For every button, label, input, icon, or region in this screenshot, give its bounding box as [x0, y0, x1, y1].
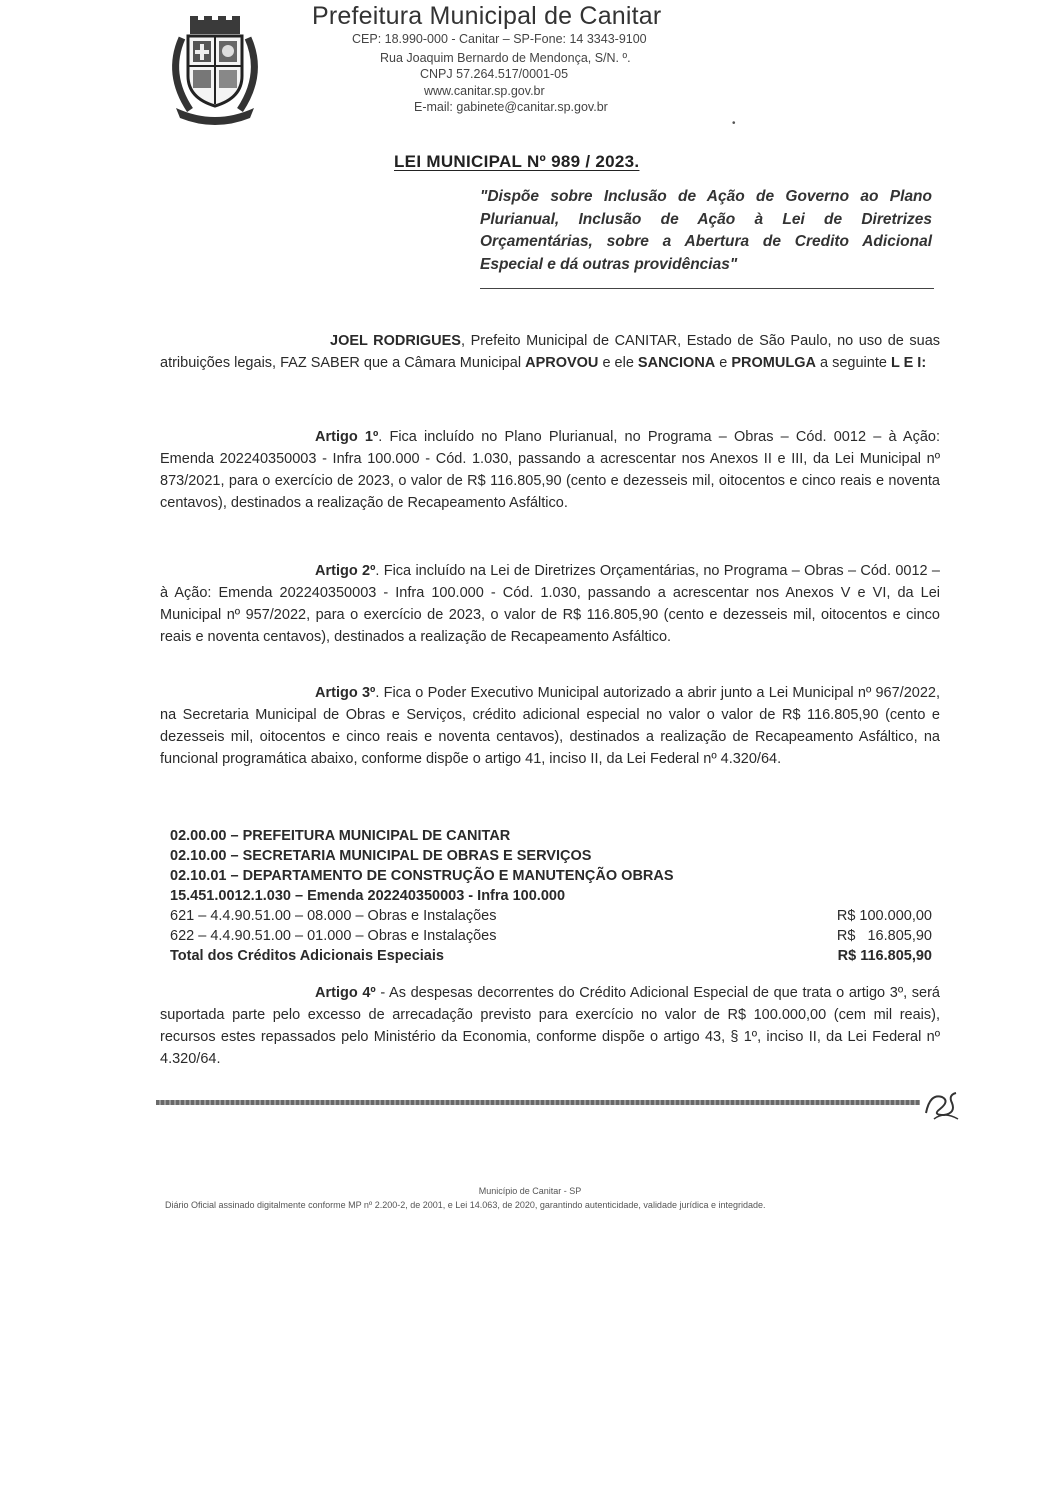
budget-functional-line: 15.451.0012.1.030 – Emenda 202240350003 - Infra 100.000 [170, 888, 566, 904]
scan-mark: • [732, 118, 736, 129]
budget-value-622: R$ 16.805,90 [836, 928, 932, 944]
intro-text-1: , Prefeito Municipal de CANITAR, Estado de São Paulo, no uso de suas atribuições legais, FAZ SABER que a Câmara Municipal [160, 333, 941, 371]
intro-text-3: e [715, 355, 732, 371]
budget-row [170, 826, 932, 846]
article-1-text: . Fica incluído no Plano Plurianual, no Programa – Obras – Cód. 0012 – à Ação: Emenda 202240350003 - Infra 100.000 - Cód. 1.030, passando a acrescentar nos Anexos II e III, da Lei Municipal nº 873/2021, para o exercício de 2023, o valor de R$ 116.805,90 (cento e dezesseis mil, oitocentos e cinco reais e noventa centavos), destinados a realização de Recapeamento Asfáltico. [160, 429, 940, 511]
intro-paragraph [160, 330, 940, 374]
crest-ribbon-label: CANITAR [198, 111, 224, 117]
intro-lei: L E I: [890, 355, 927, 371]
budget-total-row [170, 946, 932, 966]
budget-row [170, 866, 932, 886]
budget-total-label: Total dos Créditos Adicionais Especiais [170, 948, 444, 964]
intro-aprovou: APROVOU [525, 355, 599, 371]
budget-value-621: R$ 100.000,00 [836, 908, 932, 924]
budget-total-value: R$ 116.805,90 [837, 948, 932, 964]
intro-text-4: a seguinte [815, 355, 891, 371]
budget-row [170, 846, 932, 866]
law-ementa: "Dispõe sobre Inclusão de Ação de Governo ao Plano Plurianual, Inclusão de Ação à Lei de Diretrizes Orçamentárias, sobre a Abertura de Credito Adicional Especial e dá outras providências" [480, 188, 932, 273]
intro-text-2: e ele [598, 355, 638, 371]
footer-municipality: Município de Canitar - SP [478, 1186, 582, 1196]
article-1 [160, 426, 940, 514]
article-3-label: Artigo 3º [315, 685, 376, 701]
budget-table [170, 826, 932, 966]
mayor-name: JOEL RODRIGUES [330, 333, 461, 349]
article-1-label: Artigo 1º [315, 429, 379, 445]
budget-org-line: 02.00.00 – PREFEITURA MUNICIPAL DE CANITAR [170, 828, 511, 844]
signature-icon [920, 1083, 964, 1127]
budget-row [170, 906, 932, 926]
article-4-text: - As despesas decorrentes do Crédito Adicional Especial de que trata o artigo 3º, será suportada parte pelo excesso de arrecadação previsto para exercício no valor de R$ 100.000,00 (cem mil reais), recursos estes repassados pelo Ministério da Economia, conforme dispõe o artigo 43, § 1º, inciso II, da Lei Federal nº 4.320/64. [160, 985, 940, 1067]
article-4-label: Artigo 4º [315, 985, 376, 1001]
footer-legal-note: Diário Oficial assinado digitalmente conforme MP nº 2.200-2, de 2001, e Lei 14.063, de 2020, garantindo autenticidade, validade jurídica e integridade. [165, 1200, 766, 1210]
article-2 [160, 560, 940, 648]
header-postal-phone: CEP: 18.990-000 - Canitar – SP-Fone: 14 3343-9100 [352, 32, 647, 46]
header-address: Rua Joaquim Bernardo de Mendonça, S/N. º. [380, 51, 631, 65]
article-3 [160, 682, 940, 770]
budget-item-621: 621 – 4.4.90.51.00 – 08.000 – Obras e Instalações [170, 908, 497, 924]
budget-row [170, 926, 932, 946]
budget-row [170, 886, 932, 906]
budget-secretariat-line: 02.10.00 – SECRETARIA MUNICIPAL DE OBRAS E SERVIÇOS [170, 848, 592, 864]
intro-sanciona: SANCIONA [637, 355, 716, 371]
municipality-title: Prefeitura Municipal de Canitar [312, 2, 662, 30]
ementa-underline [480, 288, 934, 289]
article-4 [160, 982, 940, 1070]
article-3-text: . Fica o Poder Executivo Municipal autorizado a abrir junto a Lei Municipal nº 967/2022, na Secretaria Municipal de Obras e Serviços, crédito adicional especial no valor o valor de R$ 116.805,90 (cento e dezesseis mil, oitocentos e cinco reais e noventa centavos), destinados a realização de Recapeamento Asfáltico, na funcional programática abaixo, conforme dispõe o artigo 41, inciso II, da Lei Federal nº 4.320/64. [160, 685, 941, 767]
intro-promulga: PROMULGA [731, 355, 816, 371]
bottom-divider [156, 1100, 920, 1105]
header-email: E-mail: gabinete@canitar.sp.gov.br [414, 100, 608, 114]
header-cnpj: CNPJ 57.264.517/0001-05 [420, 67, 569, 81]
article-2-text: . Fica incluído na Lei de Diretrizes Orçamentárias, no Programa – Obras – Cód. 0012 – à Ação: Emenda 202240350003 - Infra 100.000 - Cód. 1.030, passando a acrescentar nos Anexos V e VI, da Lei Municipal nº 957/2022, para o exercício de 2023, o valor de R$ 116.805,90 (cento e dezesseis mil, oitocentos e cinco reais e noventa centavos), destinados a realização de Recapeamento Asfáltico. [160, 563, 940, 645]
municipal-crest-icon [160, 14, 270, 126]
article-2-label: Artigo 2º [315, 563, 376, 579]
budget-department-line: 02.10.01 – DEPARTAMENTO DE CONSTRUÇÃO E MANUTENÇÃO OBRAS [170, 868, 674, 884]
budget-item-622: 622 – 4.4.90.51.00 – 01.000 – Obras e Instalações [170, 928, 497, 944]
law-title: LEI MUNICIPAL Nº 989 / 2023. [394, 152, 640, 171]
header-website: www.canitar.sp.gov.br [424, 84, 545, 98]
